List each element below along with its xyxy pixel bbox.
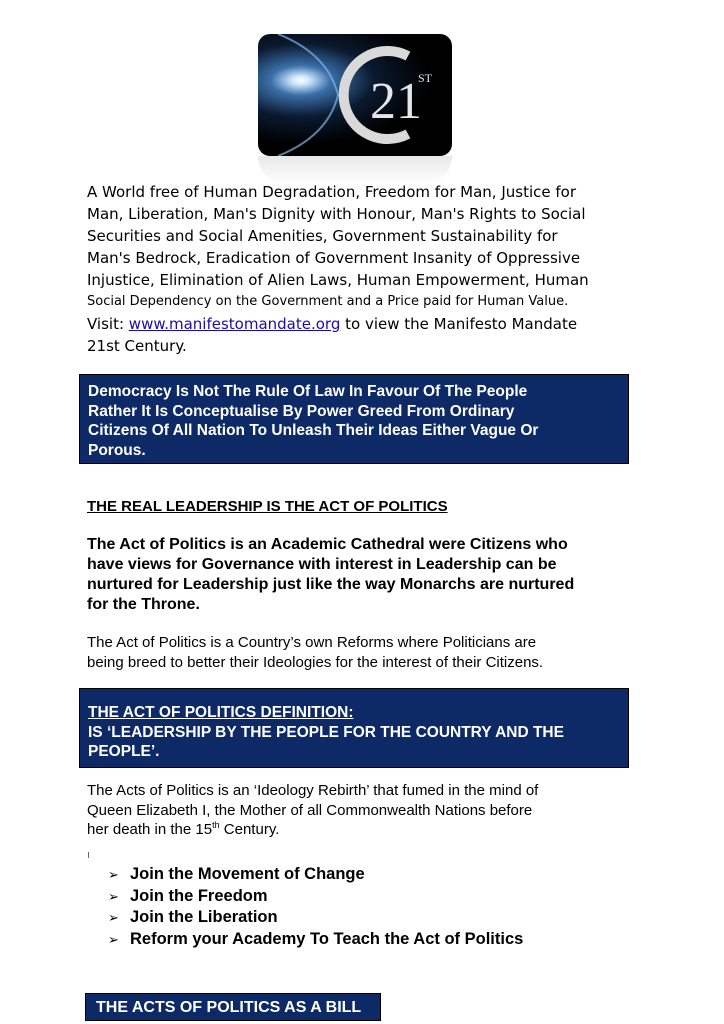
paragraph-line: The Acts of Politics is an ‘Ideology Rebirth’ that fumed in the mind of (87, 782, 539, 799)
ordinal-suffix: th (212, 820, 220, 830)
list-item (108, 864, 523, 886)
section-heading: THE REAL LEADERSHIP IS THE ACT OF POLITICS (87, 498, 448, 515)
paragraph-line (87, 820, 627, 840)
c21-logo-graphic (258, 34, 452, 156)
logo-reflection (258, 156, 452, 184)
visit-prefix: Visit: (87, 315, 129, 333)
list-item-label: Join the Freedom (130, 886, 268, 905)
callout-line: Rather It Is Conceptualise By Power Greed From Ordinary (88, 402, 515, 420)
paragraph-line: have views for Governance with interest in Leadership can be (87, 556, 557, 573)
list-item-label: Reform your Academy To Teach the Act of Politics (130, 929, 524, 948)
callout-line: Democracy Is Not The Rule Of Law In Favour Of The People (88, 383, 528, 400)
call-to-action-list (108, 864, 523, 950)
callout-line: Porous. (88, 441, 146, 459)
intro-line: Securities and Social Amenities, Government Sustainability for (87, 227, 558, 245)
intro-line: A World free of Human Degradation, Freedom for Man, Justice for (87, 183, 577, 201)
definition-title: THE ACT OF POLITICS DEFINITION: (88, 704, 354, 721)
list-item (108, 907, 523, 929)
rebirth-paragraph (87, 781, 627, 840)
list-item-label: Join the Movement of Change (130, 865, 365, 883)
reforms-paragraph (87, 633, 627, 672)
democracy-callout (79, 374, 629, 464)
stray-mark (88, 852, 89, 858)
paragraph-line: being breed to better their Ideologies for the interest of their Citizens. (87, 653, 544, 671)
bold-paragraph (87, 535, 627, 615)
definition-callout (79, 688, 629, 768)
logo-number: 21 (370, 73, 422, 130)
intro-line: 21st Century. (87, 337, 187, 355)
manifesto-link[interactable]: www.manifestomandate.org (128, 315, 341, 333)
line-prefix: her death in the 15 (87, 821, 213, 838)
arrow-bullet-icon: ➢ (108, 888, 119, 904)
arrow-bullet-icon: ➢ (108, 931, 119, 947)
intro-visit-line (87, 313, 627, 335)
paragraph-line: for the Throne. (87, 596, 200, 613)
intro-line: Social Dependency on the Government and a Price paid for Human Value. (87, 294, 569, 309)
intro-paragraph (87, 181, 627, 357)
paragraph-line: Queen Elizabeth I, the Mother of all Commonwealth Nations before (87, 801, 533, 819)
bill-section-header: THE ACTS OF POLITICS AS A BILL (85, 993, 381, 1021)
c21-logo (258, 34, 452, 156)
callout-line: Citizens Of All Nation To Unleash Their Ideas Either Vague Or (88, 422, 539, 439)
list-item (108, 929, 523, 951)
arrow-bullet-icon: ➢ (108, 867, 119, 882)
paragraph-line: The Act of Politics is a Country’s own Reforms where Politicians are (87, 634, 537, 651)
intro-line: Man, Liberation, Man's Dignity with Honour, Man's Rights to Social (87, 205, 586, 223)
arrow-bullet-icon: ➢ (108, 910, 119, 925)
line-suffix: Century. (219, 821, 280, 838)
callout-line: PEOPLE’. (88, 743, 160, 760)
paragraph-line: The Act of Politics is an Academic Cathedral were Citizens who (87, 536, 568, 553)
logo-superscript: ST (418, 71, 433, 85)
callout-line: IS ‘LEADERSHIP BY THE PEOPLE FOR THE COUNTRY AND THE (88, 723, 564, 741)
intro-line: Injustice, Elimination of Alien Laws, Human Empowerment, Human (87, 271, 589, 289)
visit-suffix: to view the Manifesto Mandate (340, 315, 578, 333)
paragraph-line: nurtured for Leadership just like the way Monarchs are nurtured (87, 576, 575, 593)
list-item (108, 886, 523, 908)
list-item-label: Join the Liberation (130, 908, 278, 926)
intro-line: Man's Bedrock, Eradication of Government Insanity of Oppressive (87, 249, 581, 267)
